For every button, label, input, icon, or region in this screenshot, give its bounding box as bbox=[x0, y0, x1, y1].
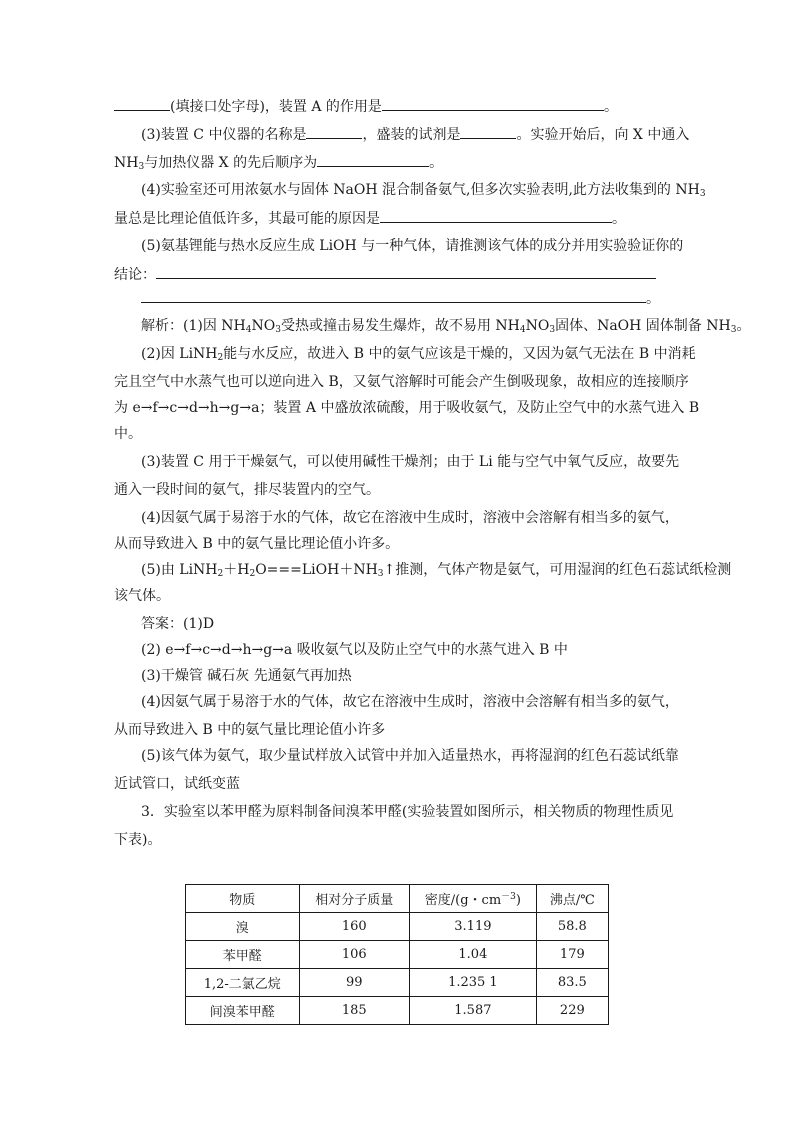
text-fragment: O===LiOH＋NH bbox=[255, 562, 378, 578]
question-text: ，盛装的试剂是 bbox=[362, 127, 461, 143]
analysis-line bbox=[141, 316, 750, 336]
text-fragment: (5)由 LiNH bbox=[141, 562, 218, 578]
subscript: 3 bbox=[699, 189, 706, 199]
table-cell: 3.119 bbox=[410, 913, 537, 941]
text-fragment: NO bbox=[525, 318, 550, 334]
table-cell: 185 bbox=[299, 997, 410, 1025]
question-text: 结论： bbox=[114, 267, 156, 283]
text-fragment: 受热或撞击易发生爆炸，故不易用 NH bbox=[280, 318, 520, 334]
subscript: 2 bbox=[217, 569, 224, 579]
answer-blank bbox=[306, 124, 362, 139]
answer-blank bbox=[460, 124, 516, 139]
table-cell: 1,2-二氯乙烷 bbox=[186, 969, 300, 997]
question-part2-line bbox=[114, 96, 618, 116]
table-row bbox=[186, 997, 609, 1025]
answer-line: 从而导致进入 B 中的氨气量比理论值小许多 bbox=[114, 722, 386, 738]
table-cell: 58.8 bbox=[536, 913, 608, 941]
analysis-line bbox=[141, 344, 696, 364]
answer-blank bbox=[380, 208, 612, 223]
question3-line: 3．实验室以苯甲醛为原料制备间溴苯甲醛(实验装置如图所示，相关物质的物理性质见 bbox=[141, 804, 674, 820]
table-cell: 1.587 bbox=[410, 997, 537, 1025]
properties-table bbox=[185, 884, 609, 1025]
table-cell: 间溴苯甲醛 bbox=[186, 997, 300, 1025]
question-text: (3)装置 C 中仪器的名称是 bbox=[141, 127, 307, 143]
table-cell: 179 bbox=[536, 941, 608, 969]
table-cell: 溴 bbox=[186, 913, 300, 941]
subscript: 4 bbox=[519, 325, 526, 335]
question-part4-line2 bbox=[114, 208, 626, 228]
answer-blank bbox=[382, 96, 604, 111]
table-header: 相对分子质量 bbox=[299, 885, 410, 913]
analysis-line: 该气体。 bbox=[114, 588, 170, 604]
question-part5-line2 bbox=[114, 264, 656, 284]
analysis-line bbox=[141, 560, 731, 580]
table-cell: 83.5 bbox=[536, 969, 608, 997]
subscript: 3 bbox=[730, 325, 737, 335]
question-part4-line bbox=[141, 180, 706, 200]
table-header: 物质 bbox=[186, 885, 300, 913]
question-text: 与加热仪器 X 的先后顺序为 bbox=[144, 155, 318, 171]
text-fragment: 固体、NaOH 固体制备 NH bbox=[555, 318, 731, 334]
answer-line: (5)该气体为氨气，取少量试样放入试管中并加入适量热水，再将湿润的红色石蕊试纸靠 bbox=[141, 748, 679, 764]
answer-blank bbox=[114, 96, 170, 111]
subscript: 3 bbox=[549, 325, 556, 335]
analysis-line: 中。 bbox=[114, 426, 142, 442]
question-part3-line bbox=[141, 124, 689, 144]
answer-blank bbox=[156, 264, 656, 279]
text-fragment: (2)因 LiNH bbox=[141, 346, 218, 362]
question-text: 量总是比理论值低许多，其最可能的原因是 bbox=[114, 211, 380, 227]
punctuation: 。 bbox=[429, 155, 444, 171]
subscript: 2 bbox=[217, 353, 224, 363]
table-cell: 99 bbox=[299, 969, 410, 997]
answer-line: 近试管口，试纸变蓝 bbox=[114, 776, 240, 792]
text-fragment: 。 bbox=[736, 318, 751, 334]
question-part5-line3 bbox=[141, 288, 660, 308]
text-fragment: 能与水反应，故进入 B 中的氨气应该是干燥的，又因为氨气无法在 B 中消耗 bbox=[223, 346, 696, 362]
question-text: (填接口处字母)，装置 A 的作用是 bbox=[170, 99, 382, 115]
table-cell: 229 bbox=[536, 997, 608, 1025]
analysis-line: 通入一段时间的氨气，排尽装置内的空气。 bbox=[114, 482, 380, 498]
table-cell: 160 bbox=[299, 913, 410, 941]
answer-line: (2) e→f→c→d→h→g→a 吸收氨气以及防止空气中的水蒸气进入 B 中 bbox=[141, 642, 568, 658]
table-header-row bbox=[186, 885, 609, 913]
answer-blank bbox=[317, 152, 429, 167]
question3-line: 下表)。 bbox=[114, 832, 162, 848]
subscript: 3 bbox=[138, 162, 145, 172]
answer-blank bbox=[141, 288, 646, 303]
table-cell: 106 bbox=[299, 941, 410, 969]
subscript: 4 bbox=[245, 325, 252, 335]
question-text: NH bbox=[114, 155, 139, 171]
analysis-line: (4)因氨气属于易溶于水的气体，故它在溶液中生成时，溶液中会溶解有相当多的氨气， bbox=[141, 510, 679, 526]
subscript: 2 bbox=[249, 569, 256, 579]
subscript: 3 bbox=[377, 569, 384, 579]
table-cell: 苯甲醛 bbox=[186, 941, 300, 969]
answer-line: (4)因氨气属于易溶于水的气体，故它在溶液中生成时，溶液中会溶解有相当多的氨气， bbox=[141, 694, 679, 710]
superscript: －3 bbox=[501, 892, 516, 902]
question-text: 。实验开始后，向 X 中通入 bbox=[516, 127, 690, 143]
table-header: 沸点/℃ bbox=[536, 885, 608, 913]
text-fragment: ) bbox=[515, 893, 521, 908]
analysis-line: 从而导致进入 B 中的氨气量比理论值小许多。 bbox=[114, 536, 400, 552]
table-header bbox=[410, 885, 537, 913]
question-text: (4)实验室还可用浓氨水与固体 NaOH 混合制备氨气,但多次实验表明,此方法收集到的 NH bbox=[141, 182, 700, 198]
punctuation: 。 bbox=[603, 99, 618, 115]
text-fragment: 解析：(1)因 NH bbox=[141, 318, 246, 334]
table-row bbox=[186, 941, 609, 969]
table-row bbox=[186, 969, 609, 997]
analysis-line: 完且空气中水蒸气也可以逆向进入 B，又氨气溶解时可能会产生倒吸现象，故相应的连接顺序 bbox=[114, 374, 689, 390]
text-fragment: NO bbox=[251, 318, 276, 334]
table-cell: 1.235 1 bbox=[410, 969, 537, 997]
table-row bbox=[186, 913, 609, 941]
analysis-line: (3)装置 C 用于干燥氨气，可以使用碱性干燥剂；由于 Li 能与空气中氧气反应，故要先 bbox=[141, 454, 680, 470]
table-cell: 1.04 bbox=[410, 941, 537, 969]
question-text: (5)氨基锂能与热水反应生成 LiOH 与一种气体，请推测该气体的成分并用实验验证你的 bbox=[141, 238, 684, 254]
answer-line: (3)干燥管 碱石灰 先通氨气再加热 bbox=[141, 668, 352, 684]
text-fragment: ＋H bbox=[223, 562, 250, 578]
punctuation: 。 bbox=[646, 291, 660, 307]
analysis-line: 为 e→f→c→d→h→g→a；装置 A 中盛放浓硫酸，用于吸收氨气，及防止空气中的水蒸气进入 B bbox=[114, 400, 700, 416]
question-part3-line2 bbox=[114, 152, 443, 172]
punctuation: 。 bbox=[612, 211, 626, 227]
answer-line: 答案：(1)D bbox=[141, 616, 215, 632]
text-fragment: ↑推测，气体产物是氨气，可用湿润的红色石蕊试纸检测 bbox=[383, 562, 732, 578]
text-fragment: 密度/(g・cm bbox=[424, 893, 502, 908]
subscript: 3 bbox=[275, 325, 281, 335]
question-part5-line bbox=[141, 236, 683, 256]
